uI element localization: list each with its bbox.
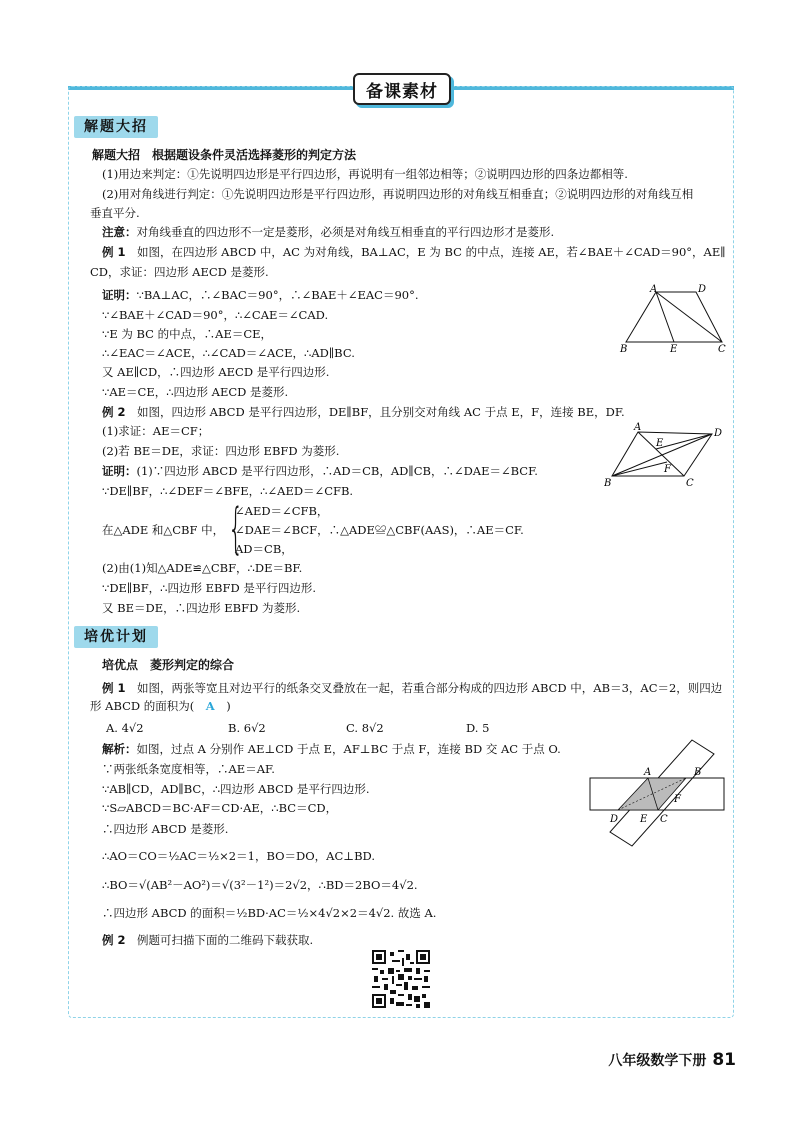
fig1-label-d: D xyxy=(698,284,707,295)
advanced-subtitle: 培优点 菱形判定的综合 xyxy=(102,658,235,672)
fig3-label-d: D xyxy=(610,814,619,825)
system-brace: { xyxy=(228,497,244,560)
example2-line: 例 2 如图，四边形 ABCD 是平行四边形，DE∥BF，且分别交对角线 AC 于点 E，F，连接 BE，DF. xyxy=(102,405,625,419)
solution-line1: 解析：如图，过点 A 分别作 AE⊥CD 于点 E，AF⊥BC 于点 F，连接 BD 交 AC 于点 O. xyxy=(102,742,561,756)
fig1-label-e: E xyxy=(670,344,678,355)
solution-line6: ∴AO＝CO＝½AC＝½×2＝1，BO＝DO，AC⊥BD. xyxy=(102,849,376,863)
adv-example1-line1: 例 1 如图，两张等宽且对边平行的纸条交叉叠放在一起，若重合部分构成的四边形 ABCD 中，AB＝3，AC＝2，则四边 xyxy=(102,681,723,695)
proof2-line4: (2)由(1)知△ADE≌△CBF，∴DE＝BF. xyxy=(102,561,303,575)
fig1-label-c: C xyxy=(718,344,726,355)
figure-example2 xyxy=(604,420,734,492)
option-c: C. 8√2 xyxy=(346,721,384,735)
proof1-line1: 证明：∵BA⊥AC，∴∠BAC＝90°，∴∠BAE＋∠EAC＝90°. xyxy=(102,288,419,302)
page-header-title: 备课素材 xyxy=(353,73,451,105)
solution-line7: ∴BO＝√(AB²－AO²)＝√(3²－1²)＝2√2，∴BD＝2BO＝4√2. xyxy=(102,878,418,892)
fig1-label-a: A xyxy=(650,284,658,295)
adv-example1-line2: 形 ABCD 的面积为( A ) xyxy=(90,699,231,713)
fig2-label-d: D xyxy=(714,428,723,439)
fig3-label-a: A xyxy=(644,767,652,778)
solution-line2: ∵两张纸条宽度相等，∴AE＝AF. xyxy=(102,762,275,776)
example2-q1: (1)求证：AE＝CF； xyxy=(102,424,210,438)
option-a: A. 4√2 xyxy=(106,721,144,735)
fig3-label-f: F xyxy=(674,794,681,805)
section-title-tips: 解题大招 xyxy=(74,116,158,138)
example2-q2: (2)若 BE＝DE，求证：四边形 EBFD 为菱形. xyxy=(102,444,340,458)
adv-example2-line: 例 2 例题可扫描下面的二维码下载获取. xyxy=(102,933,314,947)
tips-p2b: 垂直平分. xyxy=(90,206,140,220)
fig3-label-b: B xyxy=(694,767,702,778)
proof1-line6: ∵AE＝CE，∴四边形 AECD 是菱形. xyxy=(102,385,289,399)
fig2-label-c: C xyxy=(686,478,694,489)
proof1-line2: ∵∠BAE＋∠CAD＝90°，∴∠CAE＝∠CAD. xyxy=(102,308,329,322)
fig2-label-a: A xyxy=(634,422,642,433)
solution-line4: ∵S▱ABCD＝BC·AF＝CD·AE，∴BC＝CD， xyxy=(102,801,338,815)
example1-line2: CD，求证：四边形 AECD 是菱形. xyxy=(90,265,269,279)
proof2-line5: ∵DE∥BF，∴四边形 EBFD 是平行四边形. xyxy=(102,581,317,595)
proof2-intro: 在△ADE 和△CBF 中， xyxy=(102,523,225,537)
fig3-label-e: E xyxy=(640,814,648,825)
proof2-line1: 证明：(1)∵四边形 ABCD 是平行四边形，∴AD＝CB，AD∥CB，∴∠DAE＝∠BCF. xyxy=(102,464,538,478)
proof2-system-1: ∠AED＝∠CFB， xyxy=(235,504,329,518)
solution-line5: ∴四边形 ABCD 是菱形. xyxy=(102,822,229,836)
proof2-line2: ∵DE∥BF，∴∠DEF＝∠BFE，∴∠AED＝∠CFB. xyxy=(102,484,354,498)
tips-note: 注意：对角线垂直的四边形不一定是菱形，必须是对角线互相垂直的平行四边形才是菱形. xyxy=(102,225,555,239)
fig2-label-b: B xyxy=(604,478,612,489)
page-footer xyxy=(608,1050,736,1070)
fig2-label-f: F xyxy=(664,464,671,475)
tips-p2a: (2)用对角线进行判定：①先说明四边形是平行四边形，再说明四边形的对角线互相垂直；②说明四边形的对角线互相 xyxy=(102,187,694,201)
tips-p1: (1)用边来判定：①先说明四边形是平行四边形，再说明有一组邻边相等；②说明四边形的四条边都相等. xyxy=(102,167,628,181)
proof2-system-3: AD＝CB， xyxy=(235,542,293,556)
solution-line8: ∴四边形 ABCD 的面积＝½BD·AC＝½×4√2×2＝4√2. 故选 A. xyxy=(102,906,437,920)
solution-line3: ∵AB∥CD，AD∥BC，∴四边形 ABCD 是平行四边形. xyxy=(102,782,370,796)
figure-paper-strips xyxy=(588,734,728,852)
tips-subtitle: 解题大招 根据题设条件灵活选择菱形的判定方法 xyxy=(92,148,357,162)
section-title-advanced: 培优计划 xyxy=(74,626,158,648)
option-d: D. 5 xyxy=(466,721,490,735)
qr-code-icon xyxy=(372,950,430,1008)
fig1-label-b: B xyxy=(620,344,628,355)
proof1-line3: ∵E 为 BC 的中点，∴AE＝CE， xyxy=(102,327,273,341)
fig3-label-c: C xyxy=(660,814,668,825)
proof1-line4: ∴∠EAC＝∠ACE，∴∠CAD＝∠ACE，∴AD∥BC. xyxy=(102,346,355,360)
proof2-line6: 又 BE＝DE，∴四边形 EBFD 为菱形. xyxy=(102,601,301,615)
page-number: 81 xyxy=(712,1050,736,1070)
example1-line1: 例 1 如图，在四边形 ABCD 中，AC 为对角线，BA⊥AC，E 为 BC 的中点，连接 AE，若∠BAE＋∠CAD＝90°，AE∥ xyxy=(102,245,726,259)
proof1-line5: 又 AE∥CD，∴四边形 AECD 是平行四边形. xyxy=(102,365,330,379)
proof2-system-2: ∠DAE＝∠BCF，∴△ADE≌△CBF(AAS)，∴AE＝CF. xyxy=(235,523,524,537)
answer-mark: A xyxy=(205,699,215,713)
figure-example1 xyxy=(618,284,738,356)
fig2-label-e: E xyxy=(656,438,664,449)
option-b: B. 6√2 xyxy=(228,721,266,735)
book-title: 八年级数学下册 xyxy=(608,1053,707,1069)
